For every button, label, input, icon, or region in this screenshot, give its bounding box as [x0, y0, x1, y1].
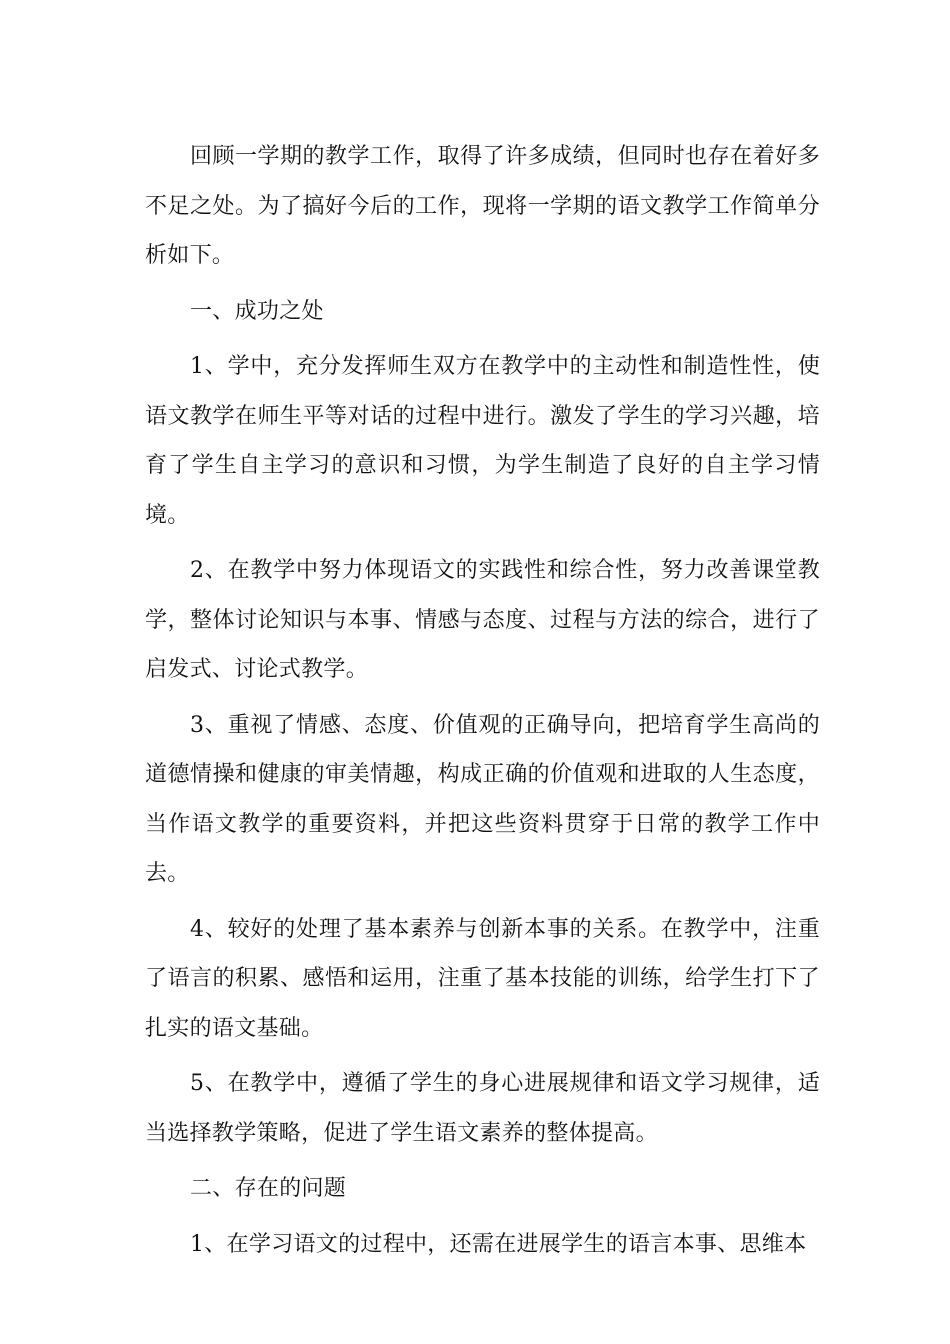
success-item-3: 3、重视了情感、态度、价值观的正确导向，把培育学生高尚的道德情操和健康的审美情趣，构成正确的价值观和进取的人生态度，当作语文教学的重要资料，并把这些资料贯穿于日常的教学工作中去。 — [145, 712, 820, 886]
section-heading-successes: 一、成功之处 — [190, 298, 324, 324]
intro-paragraph: 回顾一学期的教学工作，取得了许多成绩，但同时也存在着好多不足之处。为了搞好今后的工作，现将一学期的语文教学工作简单分析如下。 — [145, 144, 820, 268]
success-item-5: 5、在教学中，遵循了学生的身心进展规律和语文学习规律，适当选择教学策略，促进了学生语文素养的整体提高。 — [145, 1071, 820, 1146]
success-item-1: 1、学中，充分发挥师生双方在教学中的主动性和制造性性，使语文教学在师生平等对话的过程中进行。激发了学生的学习兴趣，培育了学生自主学习的意识和习惯，为学生制造了良好的自主学习情境。 — [145, 354, 820, 528]
section-heading-problems: 二、存在的问题 — [190, 1176, 347, 1201]
document-body — [145, 132, 820, 1275]
success-item-4: 4、较好的处理了基本素养与创新本事的关系。在教学中，注重了语言的积累、感悟和运用，注重了基本技能的训练，给学生打下了扎实的语文基础。 — [145, 916, 820, 1041]
success-item-2: 2、在教学中努力体现语文的实践性和综合性，努力改善课堂教学，整体讨论知识与本事、情感与态度、过程与方法的综合，进行了启发式、讨论式教学。 — [145, 558, 820, 682]
problem-item-1: 1、在学习语文的过程中，还需在进展学生的语言本事、思维本 — [190, 1231, 807, 1257]
